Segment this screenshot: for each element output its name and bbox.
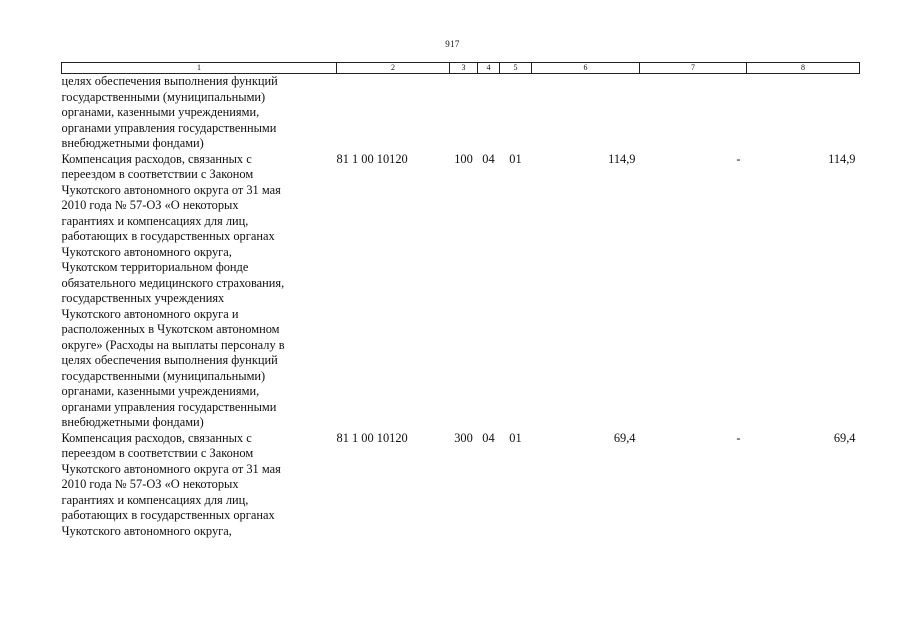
column-header-4: 4 — [478, 63, 500, 74]
description-line: органами, казенными учреждениями, — [61, 105, 260, 119]
description-line: обязательного медицинского страхования, — [61, 275, 285, 290]
column-header-8: 8 — [747, 63, 860, 74]
table-row — [62, 431, 860, 540]
description-line: Чукотского автономного округа, — [61, 523, 232, 538]
description-line: гарантиях и компенсациях для лиц, — [61, 213, 249, 228]
budget-classification-code — [337, 74, 450, 152]
item-description — [62, 431, 337, 540]
section-code — [478, 74, 500, 152]
column-header-7: 7 — [640, 63, 747, 74]
description-line: Компенсация расходов, связанных с — [61, 151, 252, 166]
description-line: государственными (муниципальными) — [61, 89, 266, 104]
expense-type-code: 100 — [454, 151, 473, 166]
column-header-1: 1 — [62, 63, 337, 74]
expense-type-code: 300 — [454, 430, 473, 445]
subsection-code: 01 — [509, 151, 522, 166]
description-line: 2010 года № 57-ОЗ «О некоторых — [61, 477, 239, 491]
description-line: 2010 года № 57-ОЗ «О некоторых — [61, 198, 239, 212]
amount-value: 114,9 — [608, 151, 636, 166]
subsection-code — [500, 74, 532, 152]
section-code: 04 — [482, 151, 495, 166]
total-value: 69,4 — [833, 430, 856, 445]
budget-classification-code: 81 1 00 10120 — [336, 430, 408, 445]
change-value — [640, 74, 747, 152]
description-line: Чукотского автономного округа, — [61, 244, 232, 259]
description-line: государственных учреждениях — [61, 291, 225, 305]
item-description — [62, 152, 337, 431]
item-description — [62, 74, 337, 152]
description-line: внебюджетными фондами) — [61, 415, 204, 429]
change-value: - — [736, 430, 741, 445]
budget-classification-code: 81 1 00 10120 — [336, 151, 408, 166]
description-line: округе» (Расходы на выплаты персоналу в — [61, 337, 285, 352]
table-row — [62, 152, 860, 431]
description-line: органами управления государственными — [61, 120, 277, 135]
table-row — [62, 74, 860, 152]
description-line: работающих в государственных органах — [61, 229, 275, 243]
description-line: Чукотского автономного округа и — [61, 306, 239, 321]
change-value: - — [736, 151, 741, 166]
description-line: работающих в государственных органах — [61, 508, 275, 522]
subsection-code: 01 — [509, 430, 522, 445]
column-number-header-row — [62, 63, 860, 74]
description-line: Чукотском территориальном фонде — [61, 260, 249, 274]
description-line: органами, казенными учреждениями, — [61, 384, 260, 398]
description-line: целях обеспечения выполнения функций — [61, 353, 278, 367]
description-line: переездом в соответствии с Законом — [61, 167, 254, 181]
description-line: целях обеспечения выполнения функций — [61, 74, 278, 88]
budget-table — [61, 62, 860, 539]
description-line: органами управления государственными — [61, 399, 277, 414]
description-line: государственными (муниципальными) — [61, 368, 266, 383]
column-header-2: 2 — [337, 63, 450, 74]
column-header-5: 5 — [500, 63, 532, 74]
column-header-3: 3 — [450, 63, 478, 74]
total-value: 114,9 — [828, 151, 856, 166]
description-line: Компенсация расходов, связанных с — [61, 430, 252, 445]
amount-value — [532, 74, 640, 152]
expense-type-code — [450, 74, 478, 152]
section-code: 04 — [482, 430, 495, 445]
description-line: расположенных в Чукотском автономном — [61, 322, 280, 336]
description-line: Чукотского автономного округа от 31 мая — [61, 461, 281, 476]
total-value — [747, 74, 860, 152]
page-number: 917 — [445, 39, 460, 49]
description-line: гарантиях и компенсациях для лиц, — [61, 492, 249, 507]
amount-value: 69,4 — [613, 430, 636, 445]
description-line: Чукотского автономного округа от 31 мая — [61, 182, 281, 197]
description-line: внебюджетными фондами) — [61, 136, 204, 150]
column-header-6: 6 — [532, 63, 640, 74]
description-line: переездом в соответствии с Законом — [61, 446, 254, 460]
